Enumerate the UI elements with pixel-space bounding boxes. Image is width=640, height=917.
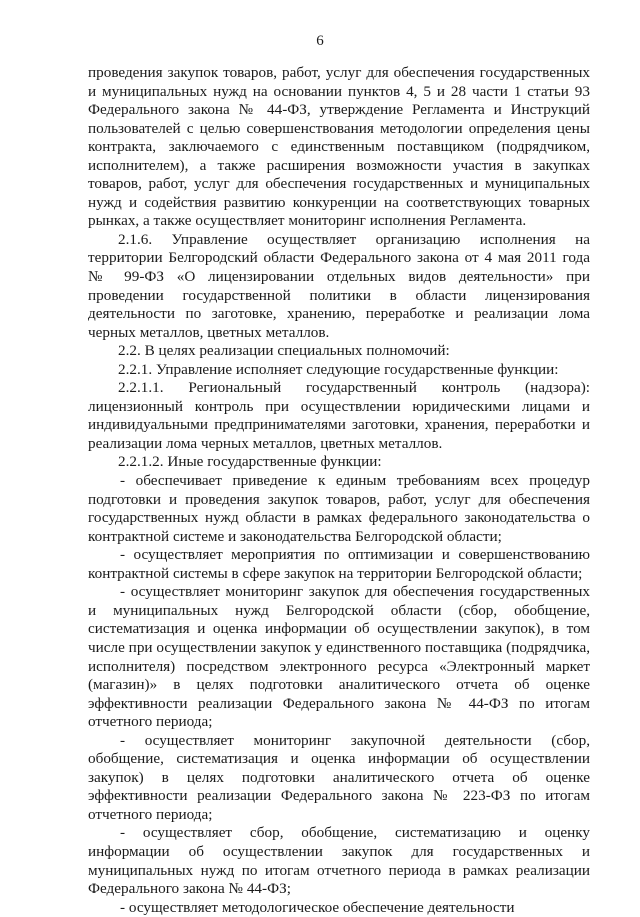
list-item-information-collection: - осуществляет сбор, обобщение, систематизацию и оценку информации об осуществлении закупок для государственных и муниципальных нужд по итогам отчетного периода в рамках реализации Федерального закона № 44-ФЗ; xyxy=(88,824,590,898)
document-body xyxy=(88,64,590,917)
paragraph-2-2-1-2: 2.2.1.2. Иные государственные функции: xyxy=(118,453,382,471)
paragraph-2-1-6: 2.1.6. Управление осуществляет организацию исполнения на территории Белгородский области Федерального закона от 4 мая 2011 года № 99-ФЗ «О лицензировании отдельных видов деятельности» при проведении государственной политики в области лицензирования деятельности по заготовке, хранению, переработке и реализации лома черных металлов, цветных металлов. xyxy=(88,230,590,341)
list-item-monitoring-44fz: - осуществляет мониторинг закупок для обеспечения государственных и муниципальных нужд Белгородской области (сбор, обобщение, систематизация и оценка информации об осуществлении закупок), в том числе при осуществлении закупок у единственного поставщика (подрядчика, исполнителя) посредством электронного ресурса «Электронный маркет (магазин)» в целях подготовки аналитического отчета об оценке эффективности реализации Федерального закона № 44-ФЗ по итогам отчетного периода; xyxy=(88,583,590,731)
list-item-methodological-support: - осуществляет методологическое обеспечение деятельности xyxy=(120,898,515,916)
page-number: 6 xyxy=(316,33,324,49)
paragraph-2-2: 2.2. В целях реализации специальных полномочий: xyxy=(118,342,450,360)
list-item-optimization: - осуществляет мероприятия по оптимизации и совершенствованию контрактной системы в сфере закупок на территории Белгородской области; xyxy=(88,546,590,582)
paragraph-procurement-continuation: проведения закупок товаров, работ, услуг для обеспечения государственных и муниципальных нужд на основании пунктов 4, 5 и 28 части 1 статьи 93 Федерального закона № 44-ФЗ, утверждение Регламента и Инструкций пользователей с целью совершенствования методологии определения цены контракта, заключаемого с единственным поставщиком (подрядчиком, исполнителем), а также расширения возможности участия в закупках товаров, работ, услуг для обеспечения государственных и муниципальных нужд и содействия развитию конкуренции на соответствующих товарных рынках, а также осуществляет мониторинг исполнения Регламента. xyxy=(88,64,590,230)
paragraph-2-2-1-1: 2.2.1.1. Региональный государственный контроль (надзора): лицензионный контроль при осуществлении юридическими лицами и индивидуальными предпринимателями заготовки, хранения, переработки и реализации лома черных металлов, цветных металлов. xyxy=(88,379,590,452)
paragraph-2-2-1: 2.2.1. Управление исполняет следующие государственные функции: xyxy=(118,360,559,378)
list-item-monitoring-223fz: - осуществляет мониторинг закупочной деятельности (сбор, обобщение, систематизация и оценка информации об осуществлении закупок) в целях подготовки аналитического отчета об оценке эффективности реализации Федерального закона № 223-ФЗ по итогам отчетного периода; xyxy=(88,731,590,823)
list-item-unified-requirements: - обеспечивает приведение к единым требованиям всех процедур подготовки и проведения закупок товаров, работ, услуг для обеспечения государственных нужд области в рамках федерального законодательства о контрактной системе и законодательства Белгородской области; xyxy=(88,472,590,545)
